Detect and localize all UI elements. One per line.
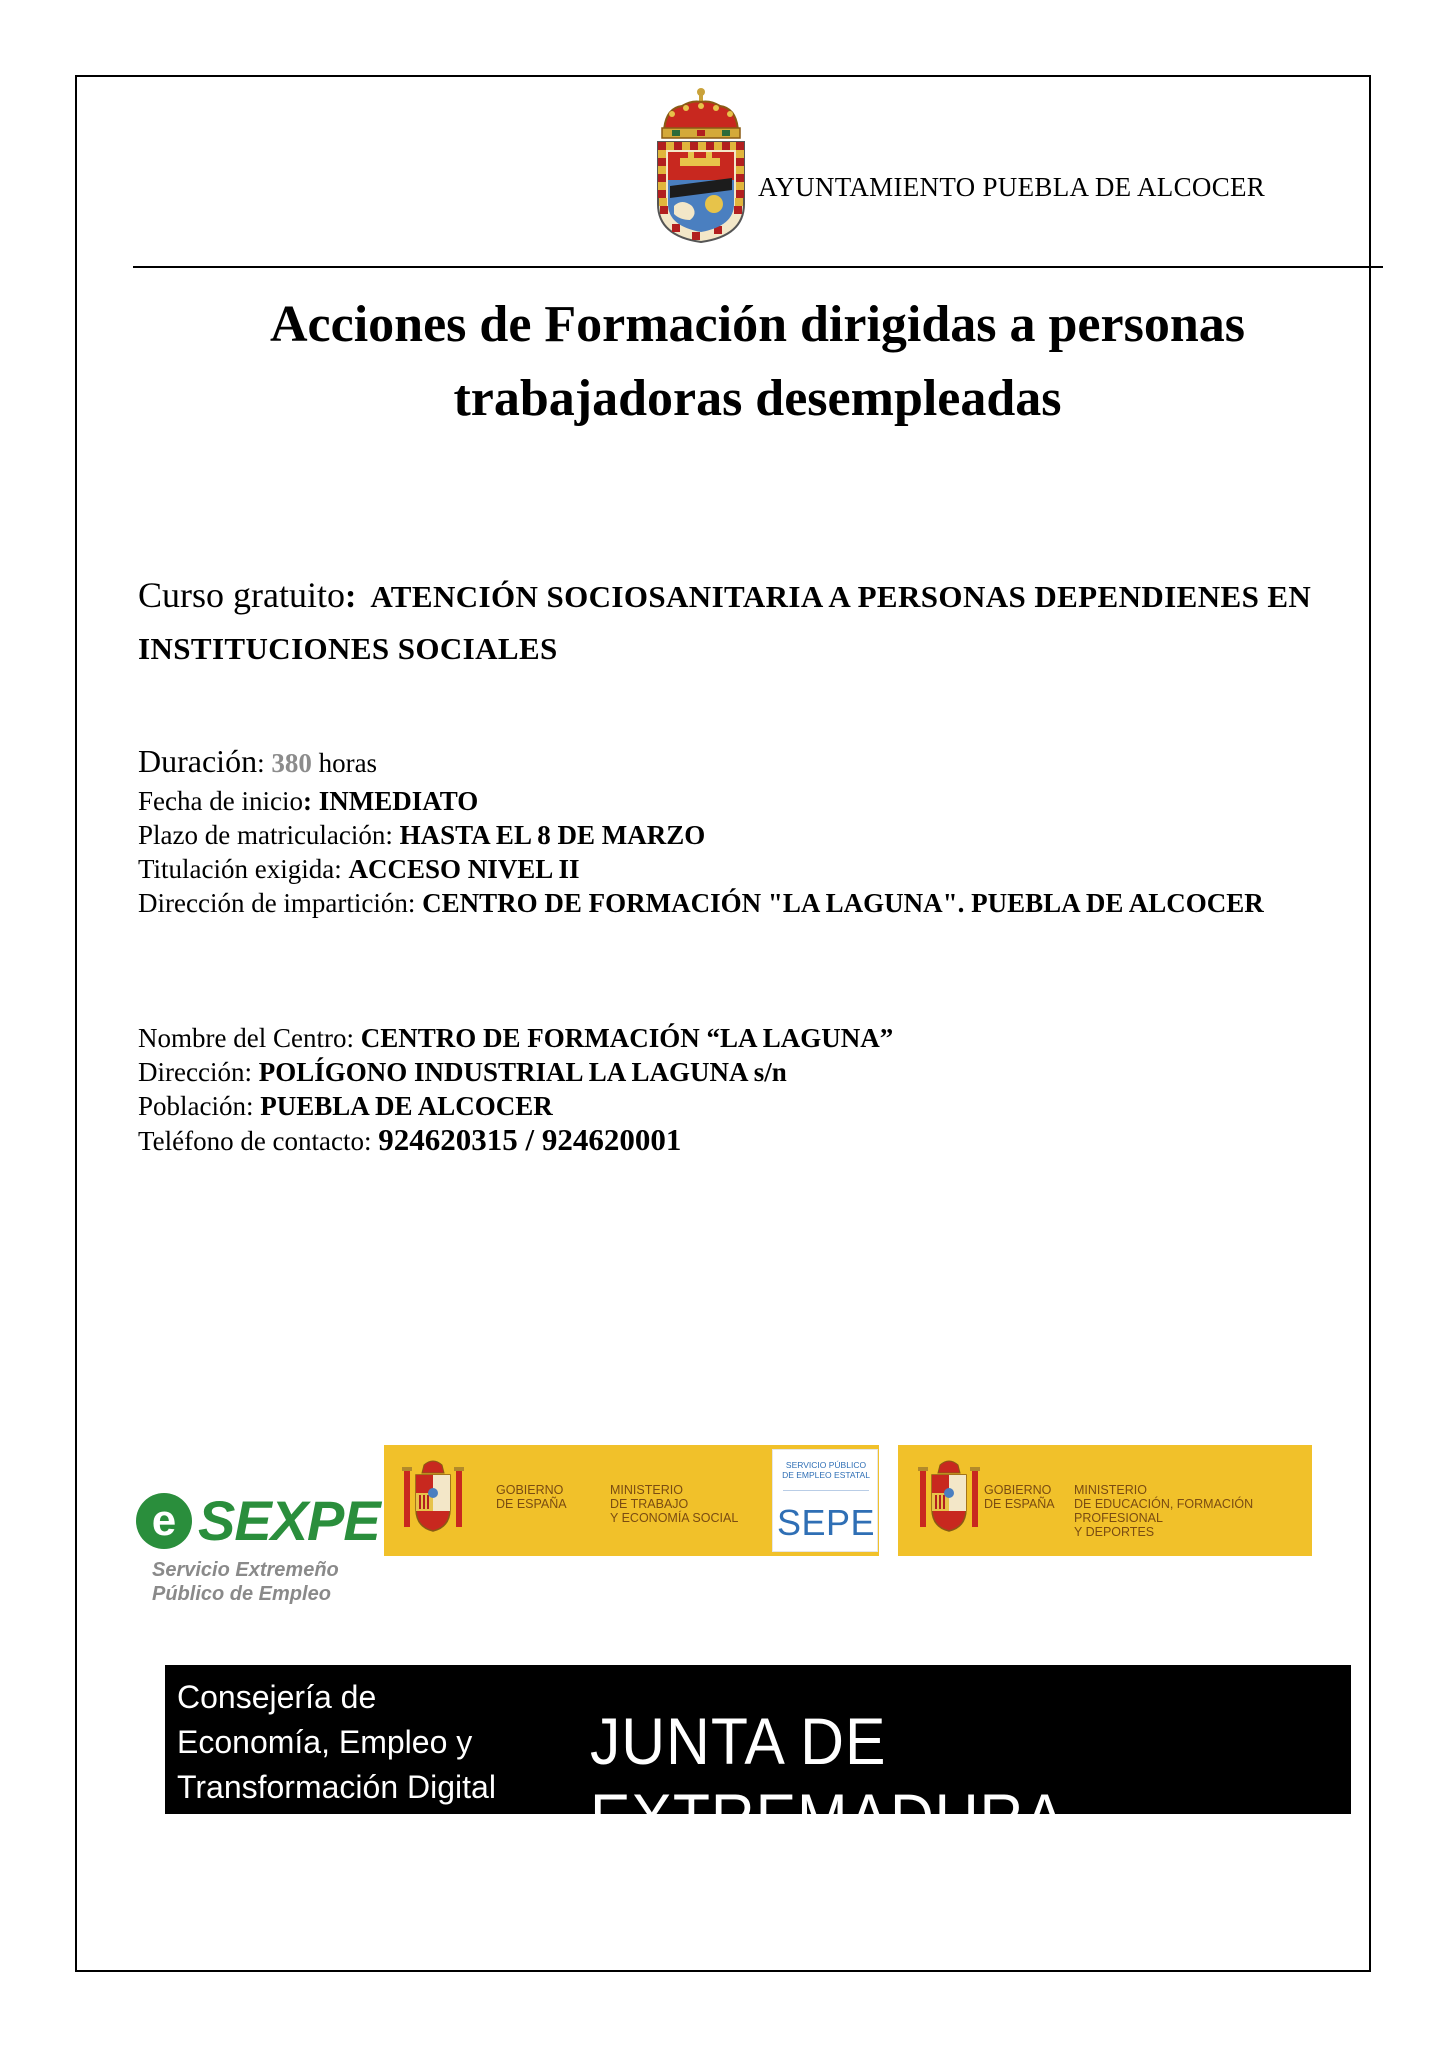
letterhead [0, 0, 1447, 270]
page-title [150, 288, 1365, 436]
course-block [138, 572, 1378, 678]
consejeria-text [177, 1675, 496, 1810]
junta-wordmark: JUNTA DE EXTREMADURA [590, 1704, 1066, 1854]
gov1-gobierno-line-1: GOBIERNO [496, 1483, 564, 1497]
enrollment-label: Plazo de matriculación: [138, 820, 393, 850]
enrollment-row [138, 818, 1388, 852]
center-info [138, 1021, 1338, 1158]
qualification-value: ACCESO NIVEL II [348, 854, 580, 884]
course-colon: : [344, 578, 357, 615]
center-address-value: POLÍGONO INDUSTRIAL LA LAGUNA s/n [258, 1057, 787, 1087]
sepe-divider [783, 1490, 869, 1491]
gov1-ministerio-line-3: Y ECONOMÍA SOCIAL [610, 1511, 739, 1525]
start-date-row [138, 784, 1388, 818]
center-phone-value: 924620315 / 924620001 [378, 1122, 682, 1157]
course-details [138, 740, 1388, 920]
consejeria-line-3: Transformación Digital [177, 1769, 496, 1805]
sexpe-subtitle-line-2: Público de Empleo [152, 1583, 331, 1605]
teaching-address-row [138, 886, 1388, 920]
gov1-ministerio-line-2: DE TRABAJO [610, 1497, 689, 1511]
center-name-label: Nombre del Centro: [138, 1023, 354, 1053]
teaching-address-label: Dirección de impartición: [138, 888, 416, 918]
sepe-caption-line-2: DE EMPLEO ESTATAL [782, 1470, 870, 1480]
sepe-logo [772, 1449, 878, 1552]
gov2-ministerio-line-3: Y DEPORTES [1074, 1525, 1155, 1539]
consejeria-line-2: Economía, Empleo y [177, 1724, 473, 1760]
gov2-ministerio-line-2: DE EDUCACIÓN, FORMACIÓN PROFESIONAL [1074, 1497, 1254, 1525]
center-address-label: Dirección: [138, 1057, 252, 1087]
center-phone-row [138, 1123, 1338, 1158]
sexpe-wordmark: SEXPE [198, 1489, 380, 1552]
center-town-value: PUEBLA DE ALCOCER [260, 1091, 553, 1121]
teaching-address-value: CENTRO DE FORMACIÓN "LA LAGUNA". PUEBLA DE ALCOCER [422, 888, 1264, 918]
gov2-gobierno-text [984, 1483, 1055, 1511]
qualification-label: Titulación exigida: [138, 854, 342, 884]
sepe-wordmark: SEPE [776, 1502, 876, 1543]
course-name: ATENCIÓN SOCIOSANITARIA A PERSONAS DEPENDIENES EN INSTITUCIONES SOCIALES [138, 579, 1312, 666]
organization-name: AYUNTAMIENTO PUEBLA DE ALCOCER [758, 172, 1266, 202]
duration-unit: horas [318, 748, 378, 778]
spain-shield-icon [918, 1459, 980, 1541]
gov1-ministerio-text [610, 1483, 738, 1525]
consejeria-line-1: Consejería de [177, 1679, 377, 1715]
center-phone-label: Teléfono de contacto: [138, 1126, 372, 1156]
center-name-value: CENTRO DE FORMACIÓN “LA LAGUNA” [360, 1023, 894, 1053]
gov1-gobierno-text [496, 1483, 567, 1511]
title-line-1: Acciones de Formación dirigidas a personas [270, 296, 1245, 353]
gov1-gobierno-line-2: DE ESPAÑA [496, 1497, 567, 1511]
center-name-row [138, 1021, 1338, 1055]
center-town-label: Población: [138, 1091, 254, 1121]
center-address-row [138, 1055, 1338, 1089]
center-town-row [138, 1089, 1338, 1123]
course-label: Curso gratuito [138, 575, 345, 615]
duration-colon: : [257, 748, 265, 778]
duration-value: 380 [271, 748, 312, 778]
duration-label: Duración [138, 743, 258, 779]
gov2-ministerio-line-1: MINISTERIO [1074, 1483, 1147, 1497]
junta-extremadura-banner [165, 1665, 1351, 1854]
start-value: INMEDIATO [318, 786, 479, 816]
start-colon: : [302, 786, 312, 816]
gov2-gobierno-line-1: GOBIERNO [984, 1483, 1052, 1497]
gobierno-trabajo-sepe-logo [384, 1445, 879, 1556]
header-divider [133, 266, 1383, 268]
duration-row [138, 740, 1388, 784]
enrollment-value: HASTA EL 8 DE MARZO [399, 820, 706, 850]
sexpe-logo [136, 1482, 380, 1622]
sepe-caption-line-1: SERVICIO PÚBLICO [785, 1460, 867, 1470]
coat-of-arms-icon [652, 86, 750, 244]
qualification-row [138, 852, 1388, 886]
gov2-ministerio-text [1074, 1483, 1312, 1539]
sexpe-e-icon: e [136, 1493, 192, 1549]
spain-shield-icon [402, 1459, 464, 1541]
sexpe-subtitle [152, 1558, 339, 1606]
sepe-caption [777, 1460, 875, 1480]
gov2-gobierno-line-2: DE ESPAÑA [984, 1497, 1055, 1511]
gobierno-educacion-logo [898, 1445, 1312, 1556]
title-line-2: trabajadoras desempleadas [453, 370, 1062, 427]
start-label: Fecha de inicio [138, 786, 303, 816]
gov1-ministerio-line-1: MINISTERIO [610, 1483, 683, 1497]
sexpe-subtitle-line-1: Servicio Extremeño [152, 1559, 339, 1581]
